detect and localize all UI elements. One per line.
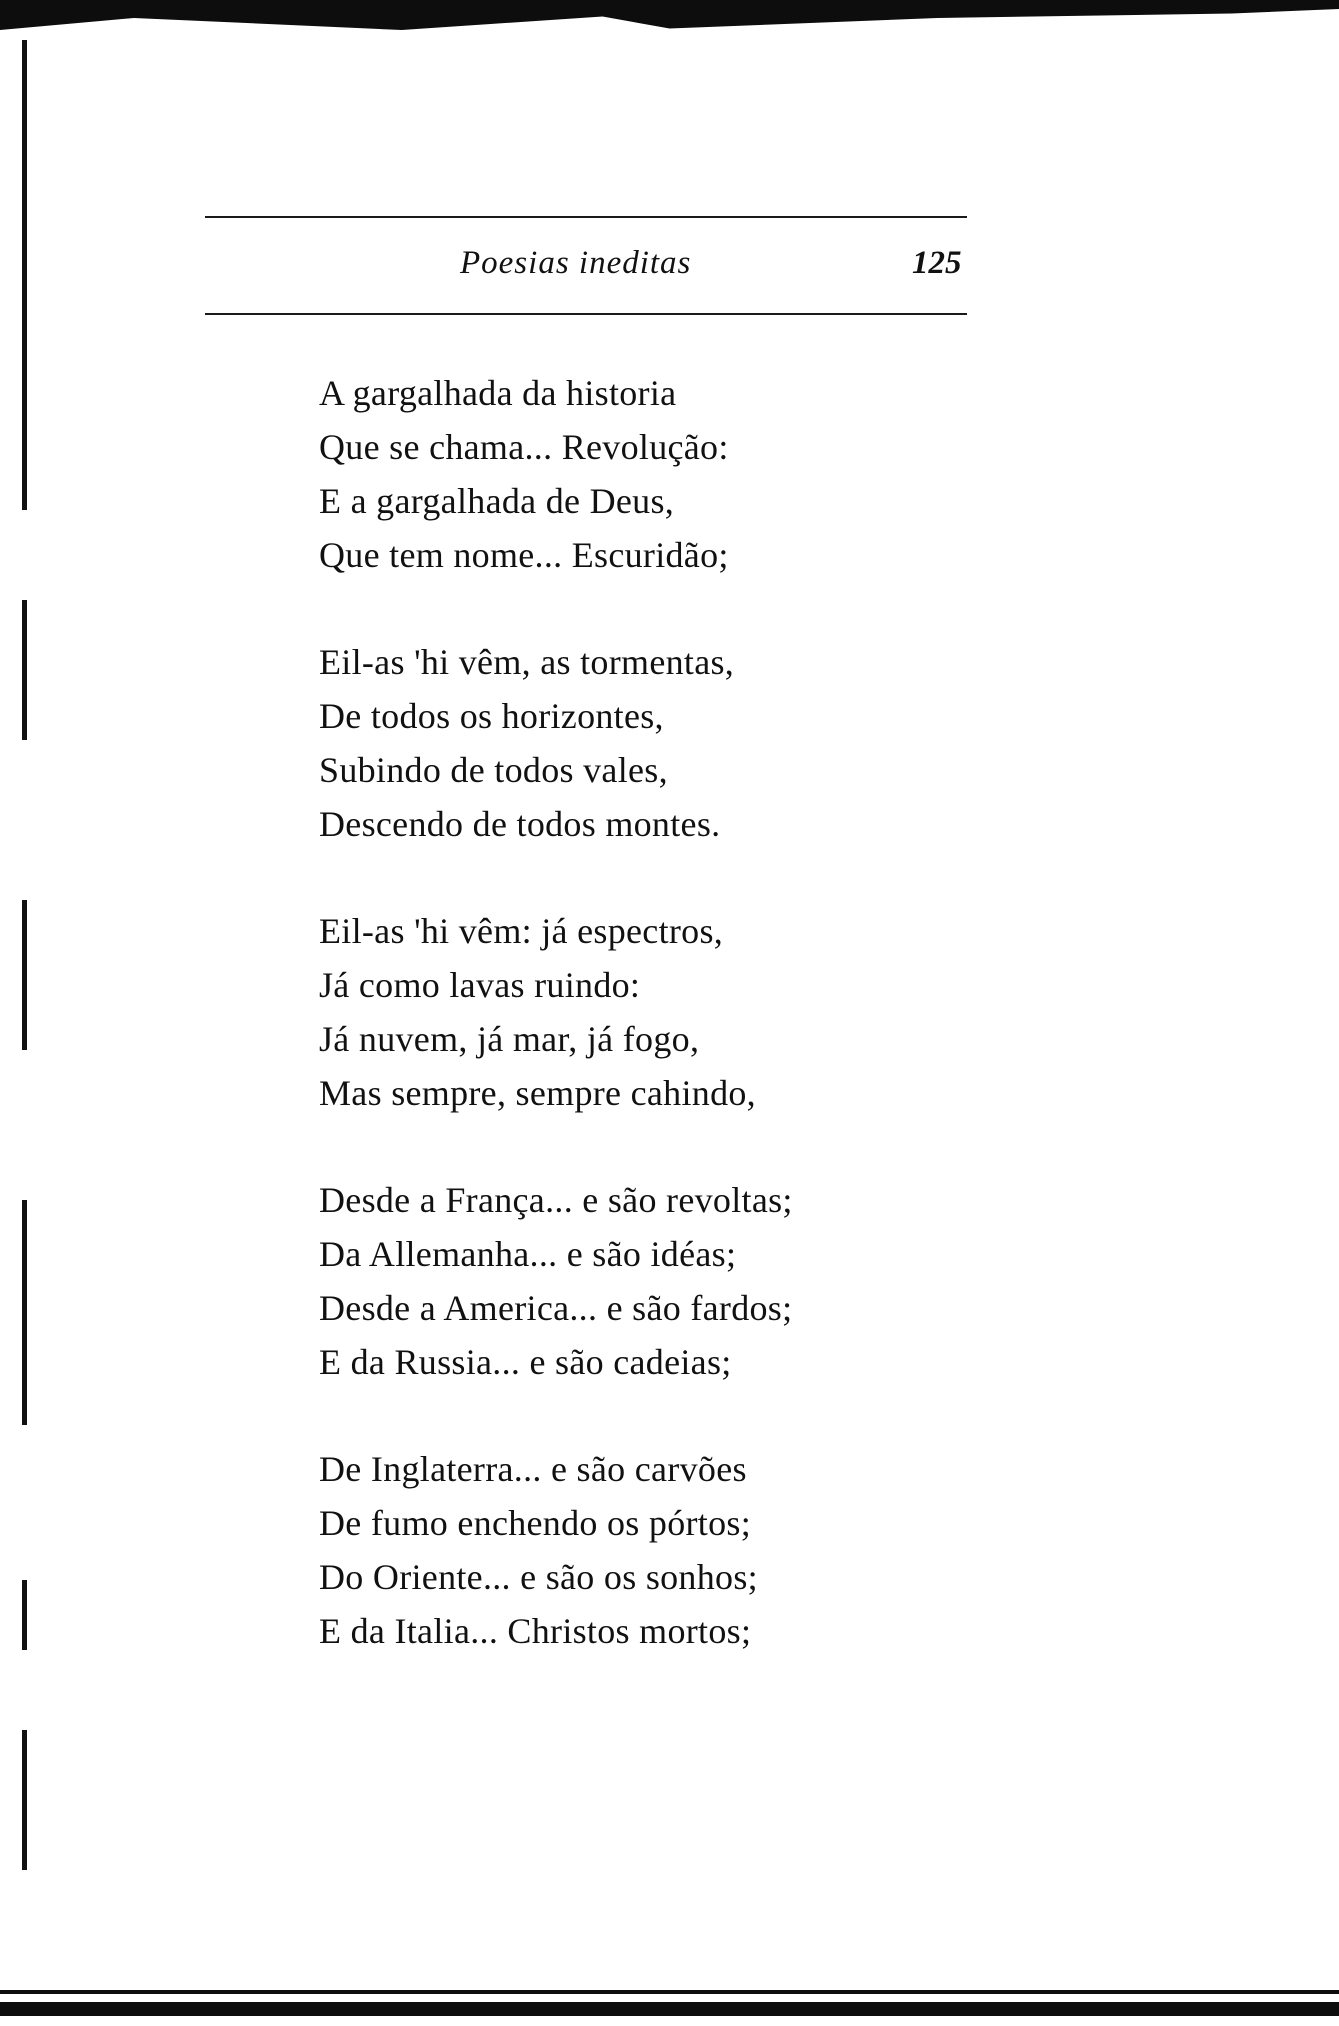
verse-line: Desde a America... e são fardos;: [319, 1288, 793, 1328]
scan-left-mark: [22, 1200, 27, 1425]
verse-line: E a gargalhada de Deus,: [319, 481, 675, 521]
verse-line: A gargalhada da historia: [319, 373, 677, 413]
verse-line: Eil-as 'hi vêm: já espectros,: [319, 911, 724, 951]
scan-bottom-edge: [0, 2002, 1339, 2016]
scan-top-edge: [0, 0, 1339, 30]
scan-bottom-edge: [0, 1990, 1339, 1994]
verse-line: Do Oriente... e são os sonhos;: [319, 1557, 758, 1597]
scan-left-mark: [22, 1730, 27, 1870]
verse-line: De fumo enchendo os pórtos;: [319, 1503, 752, 1543]
stanza: [319, 1442, 1019, 1658]
stanza: [319, 635, 1019, 851]
verse-line: Eil-as 'hi vêm, as tormentas,: [319, 642, 735, 682]
verse-line: E da Russia... e são cadeias;: [319, 1342, 732, 1382]
stanza: [319, 904, 1019, 1120]
verse-line: Que se chama... Revolução:: [319, 427, 729, 467]
stanza: [319, 366, 1019, 582]
stanza: [319, 1173, 1019, 1389]
verse-line: Desde a França... e são revoltas;: [319, 1180, 793, 1220]
verse-line: Já nuvem, já mar, já fogo,: [319, 1019, 700, 1059]
page-number: 125: [912, 245, 962, 281]
scan-left-mark: [22, 40, 27, 510]
header-bottom-rule: [205, 313, 967, 315]
verse-line: Que tem nome... Escuridão;: [319, 535, 729, 575]
verse-line: E da Italia... Christos mortos;: [319, 1611, 752, 1651]
verse-line: Subindo de todos vales,: [319, 750, 668, 790]
verse-line: De todos os horizontes,: [319, 696, 664, 736]
verse-line: Já como lavas ruindo:: [319, 965, 641, 1005]
verse-line: Da Allemanha... e são idéas;: [319, 1234, 737, 1274]
verse-line: Mas sempre, sempre cahindo,: [319, 1073, 756, 1113]
scan-left-mark: [22, 600, 27, 740]
running-title: Poesias ineditas: [460, 245, 692, 281]
scan-left-mark: [22, 900, 27, 1050]
scan-left-mark: [22, 1580, 27, 1650]
header-top-rule: [205, 216, 967, 218]
poem-body: [319, 366, 1019, 1711]
verse-line: Descendo de todos montes.: [319, 804, 721, 844]
verse-line: De Inglaterra... e são carvões: [319, 1449, 747, 1489]
